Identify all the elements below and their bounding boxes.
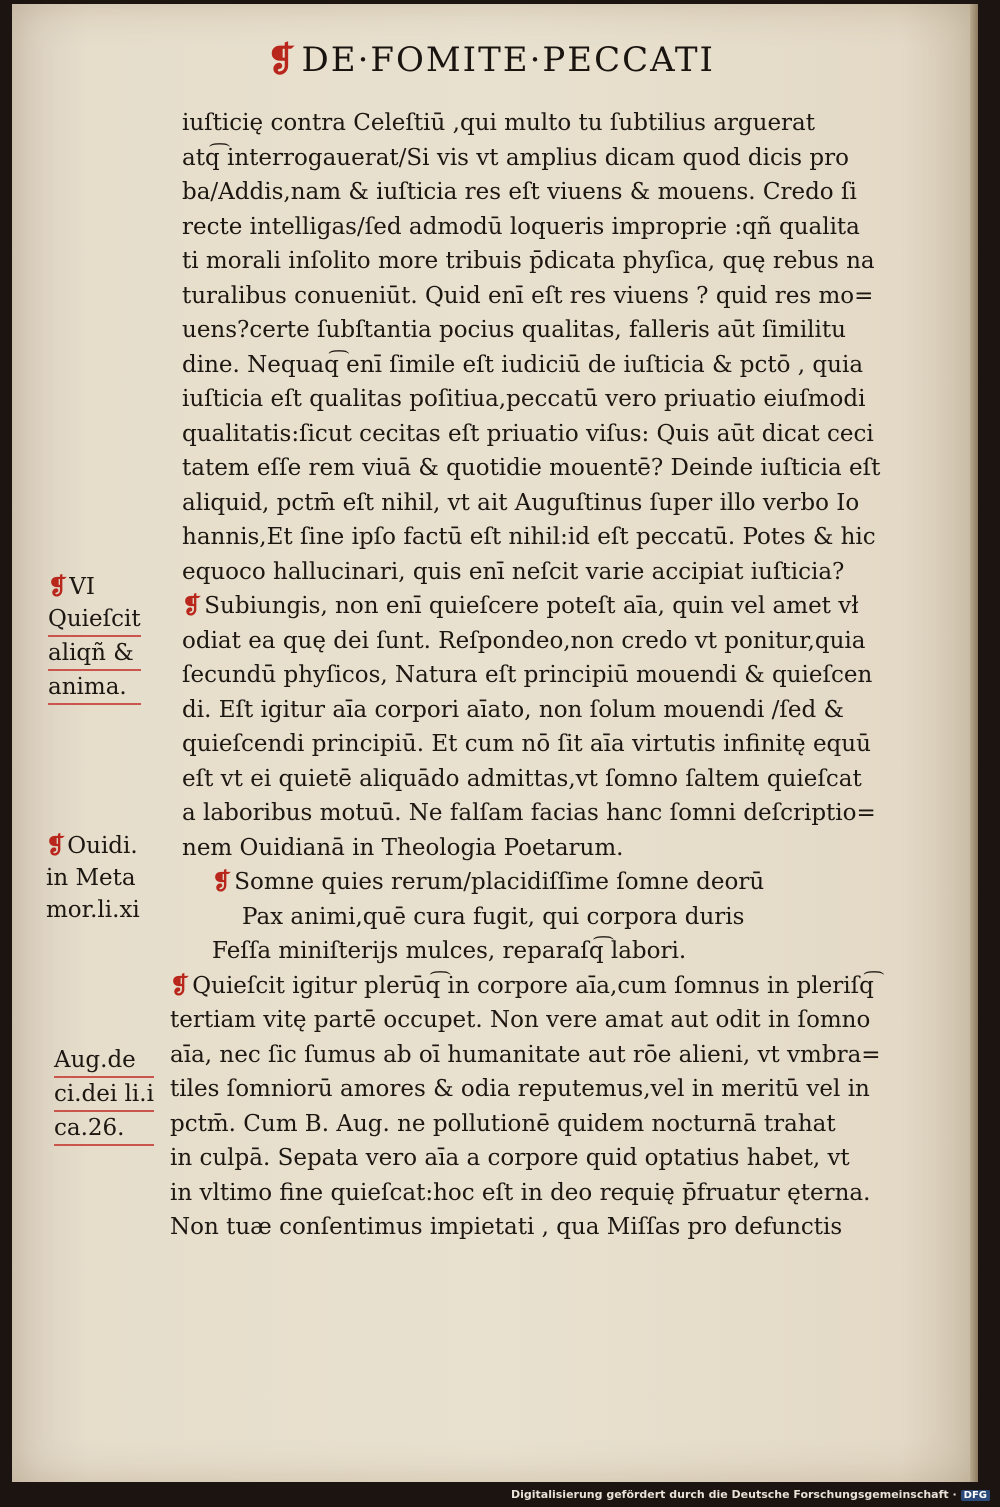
text-line: qualitatis:ſicut cecitas eſt priuatio viſus: Quis aūt dicat ceci [182, 420, 874, 447]
text-line: eſt vt ei quietē aliquādo admittas,vt ſomno ſaltem quieſcat [182, 765, 862, 792]
footer-text: Digitalisierung gefördert durch die Deutsche Forschungsgemeinschaft · [510, 1488, 957, 1501]
text-line: hannis,Et ſine ipſo factū eſt nihil:id eſt peccatū. Potes & hic [182, 524, 876, 550]
paragraph-mark: ❡ [46, 832, 66, 859]
text-line: aīa, nec ſic ſumus ab oī humanitate aut rōe alieni, vt vmbra= [170, 1041, 881, 1068]
margin-note-line: ca.26. [54, 1112, 154, 1146]
text-line: turalibus conueniūt. Quid enī eſt res viuens ? quid res mo= [182, 282, 874, 309]
text-line: atq͡ interrogauerat/Si vis vt amplius dicam quod dicis pro [182, 144, 849, 171]
margin-note-line: ❡Ouidi. [46, 832, 138, 859]
verse-line: Feſſa miniſterijs mulces, reparaſq͡ labori. [212, 938, 687, 964]
text-line: odiat ea quę dei ſunt. Reſpondeo,non credo vt ponitur,quia [182, 627, 866, 654]
text-line: equoco hallucinari, quis enī neſcit varie accipiat iuſticia? [182, 558, 845, 585]
margin-note-aug [54, 1044, 154, 1146]
verse-line: Pax animi,quē cura fugit, qui corpora duris [242, 903, 745, 930]
text-line: recte intelligas/ſed admodū loqueris improprie :qñ qualita [182, 213, 860, 240]
text-line: dine. Nequaq͡ enī ſimile eſt iudiciū de iuſticia & pctō , quia [182, 351, 864, 378]
text-line: tiles ſomniorū amores & odia reputemus,vel in meritū vel in [170, 1076, 870, 1102]
text-line: Non tuæ conſentimus impietati , qua Miſſas pro defunctis [170, 1214, 843, 1240]
margin-note-line: ci.dei li.i [54, 1078, 154, 1112]
text-line [182, 589, 952, 624]
header-title: DE·FOMITE·PECCATI [301, 40, 715, 80]
margin-note-vi [48, 571, 141, 705]
text-line: iuſticię contra Celeſtiū ,qui multo tu ſubtilius arguerat [182, 110, 816, 136]
margin-note-line: Aug.de [54, 1044, 154, 1078]
text-line: iuſticia eſt qualitas poſitiua,peccatū vero priuatio eiuſmodi [182, 386, 866, 412]
text-line: tatem eſſe rem viuā & quotidie mouentē? Deinde iuſticia eſt [182, 455, 881, 481]
margin-note-line: anima. [48, 671, 141, 705]
margin-note-line: Quieſcit [48, 603, 141, 637]
margin-note-line: mor.li.xi [46, 897, 140, 923]
text-line: in culpā. Sepata vero aīa a corpore quid optatius habet, vt [170, 1145, 850, 1171]
running-header [267, 40, 787, 80]
text-line: quieſcendi principiū. Et cum nō ſit aīa virtutis infinitę equū [182, 731, 871, 757]
main-text-block [170, 106, 952, 1245]
text-line: in vltimo fine quieſcat:hoc eſt in deo requię p̄fruatur ęterna. [170, 1179, 871, 1206]
text-line: nem Ouidianā in Theologia Poetarum. [182, 834, 624, 861]
digitization-credit [511, 1488, 990, 1501]
text-line: di. Eſt igitur aīa corpori aīato, non ſolum mouendi /ſed & [182, 696, 844, 723]
verse-content: Somne quies rerum/placidiſſime ſomne deorū [234, 869, 765, 895]
paragraph-mark: ❡ [182, 592, 202, 619]
text-line: ti morali inſolito more tribuis p̄dicata phyſica, quę rebus na [182, 248, 875, 274]
margin-note-line: in Meta [46, 865, 136, 891]
paragraph-mark: ❡ [212, 868, 232, 895]
header-pilcrow: ❡ [267, 40, 298, 80]
text-line: a laboribus motuū. Ne falſam facias hanc ſomni deſcriptio= [182, 800, 876, 826]
verse-line [182, 865, 952, 900]
paragraph-mark: ❡ [48, 573, 68, 600]
page-edge [970, 4, 978, 1482]
paragraph-mark: ❡ [170, 971, 190, 999]
margin-note-line: aliqñ & [48, 637, 141, 671]
dfg-logo: DFG [961, 1490, 990, 1501]
text-line: pctm̄. Cum B. Aug. ne pollutionē quidem nocturnā trahat [170, 1110, 836, 1137]
text-line: aliquid, pctm̄ eſt nihil, vt ait Auguſtinus ſuper illo verbo Io [182, 489, 860, 516]
text-line: ba/Addis,nam & iuſticia res eſt viuens & mouens. Credo ſi [182, 179, 857, 205]
book-page [12, 4, 978, 1482]
text-line-content: Subiungis, non enī quieſcere poteſt aīa, quin vel amet vł [204, 593, 859, 619]
margin-note-line: ❡VI [48, 573, 95, 600]
text-line: tertiam vitę partē occupet. Non vere amat aut odit in ſomno [170, 1007, 871, 1033]
text-line: uens?certe ſubſtantia pocius qualitas, falleris aūt ſimilitu [182, 317, 846, 343]
text-line: ſecundū phyſicos, Natura eſt principiū mouendi & quieſcen [182, 662, 873, 688]
text-line [170, 969, 952, 1004]
margin-note-ouidi [46, 830, 140, 926]
text-line-content: Quieſcit igitur plerūq͡ in corpore aīa,cum ſomnus in pleriſq͡ [192, 972, 874, 999]
